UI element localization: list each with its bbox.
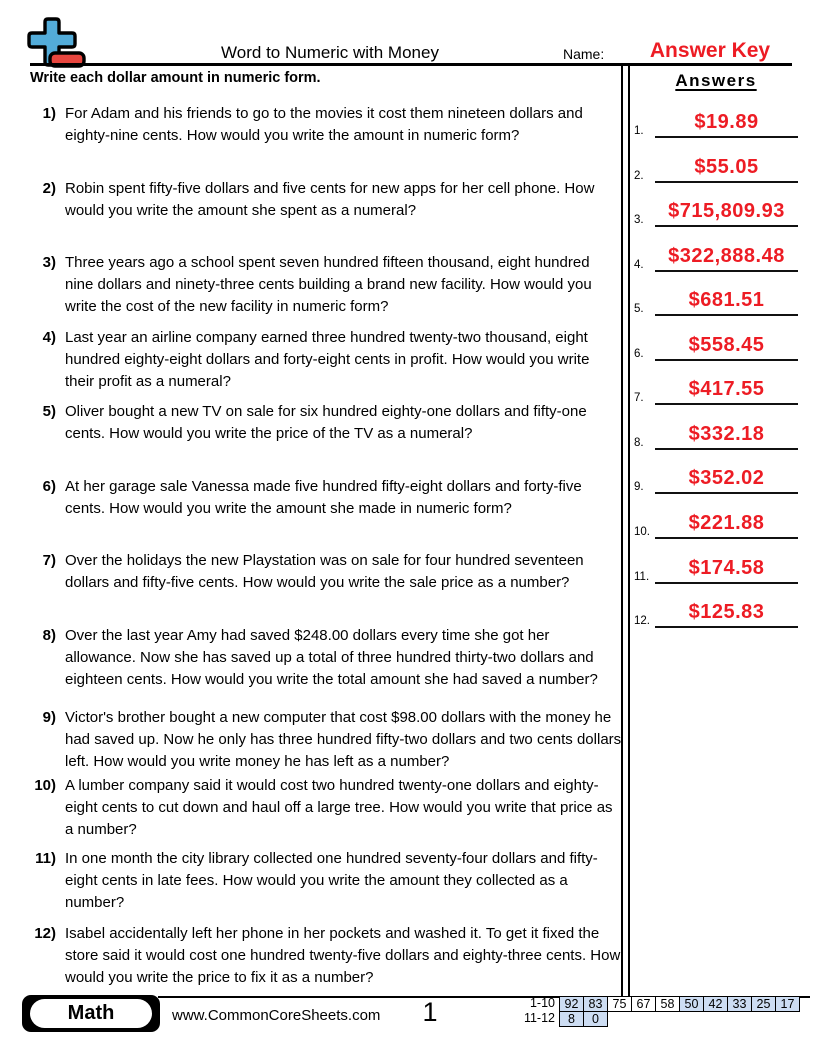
question-text: Three years ago a school spent seven hundred fifteen thousand, eight hundred nine dollars and ninety-three cents building a brand new facility. How would you write the cost of the new facility in numeric form?	[65, 254, 592, 315]
score-cell: 50	[679, 996, 704, 1012]
answer-item	[634, 501, 798, 539]
answer-value: $715,809.93	[668, 200, 785, 223]
answer-blank-line	[655, 601, 798, 628]
answer-item	[634, 456, 798, 494]
question-number: 1)	[42, 105, 56, 122]
answer-value: $352.02	[688, 467, 765, 490]
answer-value: $174.58	[688, 556, 765, 579]
question-text: Victor's brother bought a new computer that cost $98.00 dollars with the money he had saved up. Now he only has three hundred fifty-two dollars and two cents dollars left. How would you write money he has left as a number?	[65, 709, 622, 770]
question-text: For Adam and his friends to go to the movies it cost them nineteen dollars and eighty-nine cents. How would you write the amount in numeric form?	[65, 105, 583, 144]
answer-blank-line	[655, 378, 798, 405]
question-number: 8)	[42, 626, 56, 644]
name-value: Answer Key	[649, 39, 771, 62]
answer-blank-line	[655, 512, 798, 539]
answer-value: $125.83	[688, 601, 765, 624]
answer-number: 6.	[634, 347, 644, 360]
question-text: In one month the city library collected one hundred seventy-four dollars and fifty-eight cents in late fees. How would you write the amount they collected as a number?	[65, 850, 598, 911]
question-number: 12)	[34, 924, 56, 942]
answer-blank-line	[655, 289, 798, 316]
question-item	[30, 707, 622, 773]
question-number: 11)	[35, 850, 56, 867]
question-number: 4)	[42, 328, 56, 346]
score-cell: 8	[559, 1011, 584, 1027]
answers-column-title: Answers	[675, 71, 757, 90]
answer-item	[634, 590, 798, 628]
question-item	[30, 103, 622, 147]
instruction-text: Write each dollar amount in numeric form.	[30, 70, 321, 86]
answer-number: 8.	[634, 436, 644, 449]
question-text: Isabel accidentally left her phone in her pockets and washed it. To get it fixed the store said it would cost one hundred twenty-five dollars and eighty-three cents. How would you write the price to fix it as a number?	[65, 924, 621, 986]
question-item	[30, 178, 622, 222]
name-label: Name:	[563, 46, 605, 62]
question-text: At her garage sale Vanessa made five hundred fifty-eight dollars and forty-five cents. How would you write the amount she made in numeric form?	[65, 477, 582, 517]
header-divider	[30, 63, 792, 66]
question-item	[30, 476, 622, 520]
answer-blank-line	[655, 200, 798, 227]
question-text: Last year an airline company earned three hundred twenty-two thousand, eight hundred eighty-eight dollars and forty-eight cents in profit. How would you write their profit as a numeral?	[65, 328, 590, 390]
answer-item	[634, 234, 798, 272]
score-row	[470, 1011, 800, 1027]
score-cell: 75	[607, 996, 632, 1012]
question-item	[30, 848, 622, 914]
question-text: Over the last year Amy had saved $248.00 dollars every time she got her allowance. Now she has saved up a total of three hundred thirty-two dollars and eighteen cents. How would you write the total amount she had saved a number?	[65, 626, 598, 688]
answer-blank-line	[655, 334, 798, 361]
answer-number: 1.	[634, 125, 644, 137]
question-number: 3)	[42, 254, 56, 271]
answer-item	[634, 367, 798, 405]
answer-number: 10.	[634, 526, 650, 538]
answer-number: 9.	[634, 481, 644, 494]
score-cell: 67	[631, 996, 656, 1012]
subject-badge	[22, 995, 160, 1032]
answer-item	[634, 546, 798, 584]
question-number: 6)	[42, 477, 56, 495]
answer-item	[634, 189, 798, 227]
answer-blank-line	[655, 111, 798, 138]
question-number: 9)	[42, 709, 56, 726]
score-cell: 42	[703, 996, 728, 1012]
score-row	[470, 996, 800, 1012]
score-cell: 0	[583, 1011, 608, 1027]
page-title: Word to Numeric with Money	[221, 43, 439, 62]
answer-item	[634, 323, 798, 361]
answer-blank-line	[655, 245, 798, 272]
answer-value: $558.45	[688, 333, 765, 356]
question-number: 10)	[34, 777, 56, 794]
question-item	[30, 401, 622, 445]
answer-value: $19.89	[694, 111, 759, 133]
score-cell: 92	[559, 996, 584, 1012]
answer-item	[634, 145, 798, 183]
answer-blank-line	[655, 467, 798, 494]
answer-item	[634, 278, 798, 316]
answer-number: 12.	[634, 615, 650, 628]
question-text: Over the holidays the new Playstation was on sale for four hundred seventeen dollars and fifty-five cents. How would you write the sale price as a number?	[65, 552, 584, 591]
page-number: 1	[422, 997, 438, 1027]
question-text: A lumber company said it would cost two hundred twenty-one dollars and eighty-eight cents to cut down and haul off a large tree. How would you write that price as a number?	[65, 777, 613, 838]
score-row-label: 1-10	[529, 996, 555, 1010]
answer-number: 5.	[634, 303, 644, 316]
answer-value: $221.88	[688, 512, 765, 534]
score-cell: 25	[751, 996, 776, 1012]
question-item	[30, 550, 622, 594]
question-text: Oliver bought a new TV on sale for six hundred eighty-one dollars and fifty-one cents. How would you write the price of the TV as a numeral?	[65, 403, 587, 442]
subject-label: Math	[30, 999, 152, 1028]
website-url: www.CommonCoreSheets.com	[172, 1007, 381, 1024]
column-divider	[621, 66, 630, 996]
question-item	[30, 625, 622, 691]
score-cell: 58	[655, 996, 680, 1012]
answer-number: 11.	[634, 570, 650, 583]
answer-number: 2.	[634, 169, 644, 182]
score-cell: 17	[775, 996, 800, 1012]
question-text: Robin spent fifty-five dollars and five cents for new apps for her cell phone. How would you write the amount she spent as a numeral?	[65, 179, 595, 219]
question-item	[30, 252, 622, 318]
question-item	[30, 923, 622, 989]
score-cell: 33	[727, 996, 752, 1012]
answer-blank-line	[655, 156, 798, 183]
answer-value: $681.51	[688, 289, 765, 312]
answer-item	[634, 412, 798, 450]
answer-item	[634, 100, 798, 138]
answer-number: 7.	[634, 392, 644, 405]
answer-value: $322,888.48	[668, 244, 785, 267]
score-table	[470, 996, 800, 1027]
question-item	[30, 775, 622, 841]
question-number: 5)	[42, 403, 56, 420]
question-number: 7)	[42, 552, 56, 569]
answer-value: $332.18	[688, 422, 765, 445]
answer-value: $55.05	[694, 155, 759, 178]
score-cell: 83	[583, 996, 608, 1012]
question-number: 2)	[42, 179, 56, 197]
score-row-label: 11-12	[523, 1011, 555, 1025]
question-item	[30, 327, 622, 393]
answer-value: $417.55	[688, 378, 765, 401]
answer-number: 3.	[634, 214, 644, 227]
answer-blank-line	[655, 557, 798, 584]
answer-number: 4.	[634, 258, 644, 271]
answer-blank-line	[655, 423, 798, 450]
